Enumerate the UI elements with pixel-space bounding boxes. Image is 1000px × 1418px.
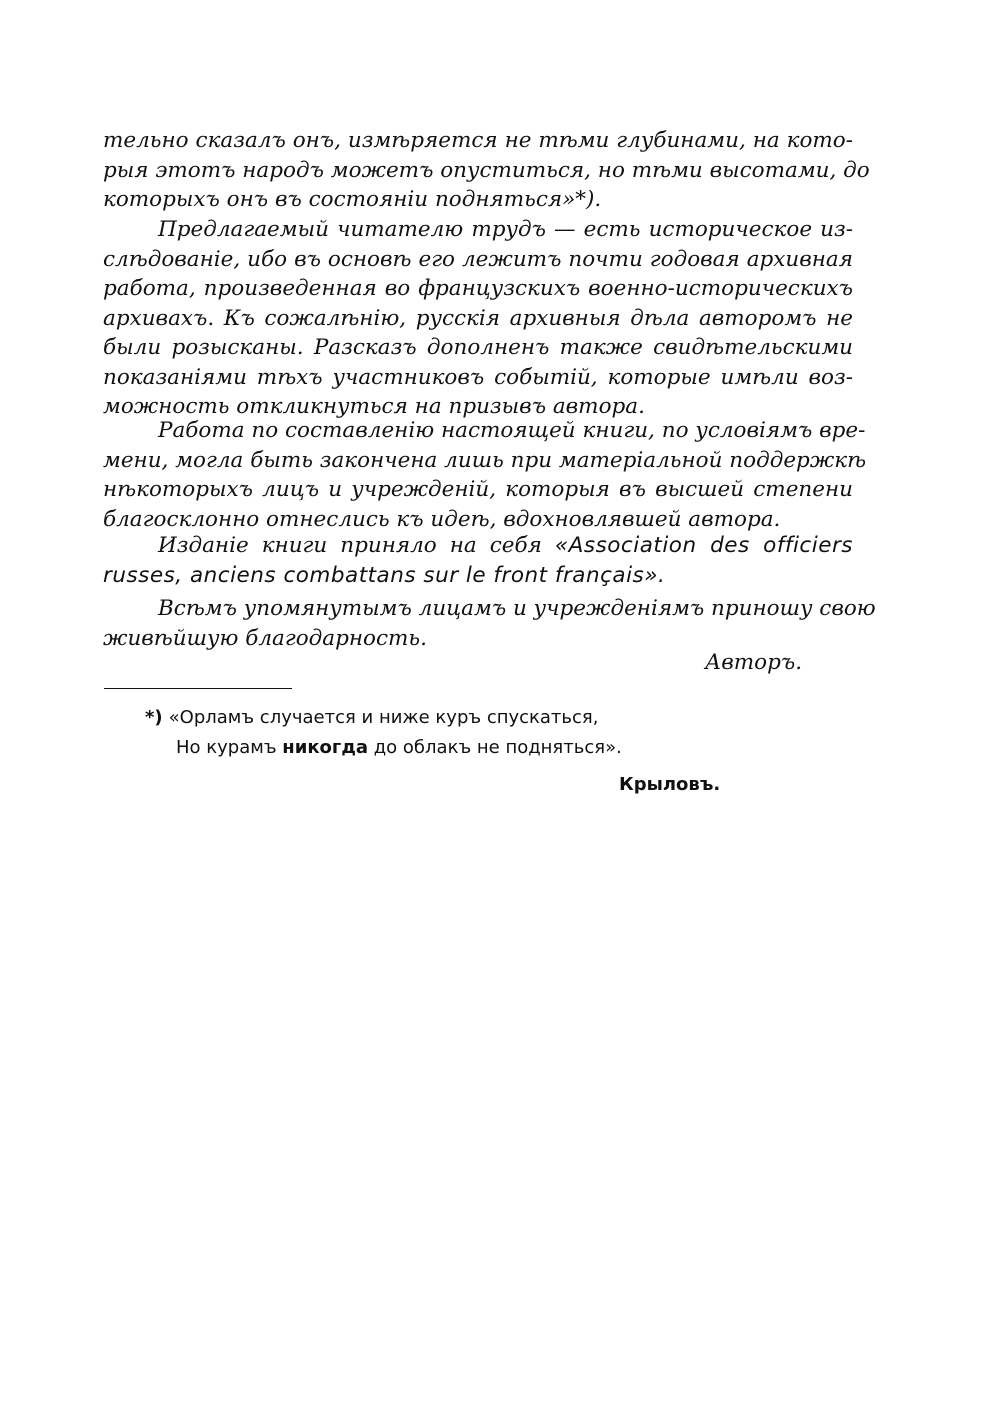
footnote-author: Крыловъ. [619,774,721,795]
footnote-emphasis: никогда [282,737,369,758]
footnote [145,703,622,763]
text-line: живѣйшую благодарность. [103,625,427,651]
paragraph-publisher [103,531,853,590]
footnote-separator [104,688,292,689]
text-line: работа, произведенная во французскихъ военно-историческихъ [103,276,853,301]
paragraph-research [103,215,853,422]
text-line: нѣкоторыхъ лицъ и учрежденій, которыя въ высшей степени [103,477,853,502]
text-line: архивахъ. Къ сожалѣнію, русскія архивныя дѣла авторомъ не [103,305,853,331]
text-line: которыхъ онъ въ состояніи подняться»*). [103,187,602,212]
text-line: мени, могла быть закончена лишь при матеріальной поддержкѣ [103,447,867,473]
text-line: Работа по составленію настоящей книги, по условіямъ вре- [158,418,866,443]
paragraph-thanks [103,594,876,653]
text-line: слѣдованіе, ибо въ основѣ его лежитъ почти годовая архивная [103,246,853,272]
paragraph-support [103,416,867,534]
footnote-marker: *) [145,707,163,728]
footnote-text: Но курамъ [176,737,283,758]
footnote-line [145,733,622,763]
text-line: можность откликнуться на призывъ автора. [103,394,645,419]
text-line: были розысканы. Разсказъ дополненъ также свидѣтельскими [103,335,853,360]
text-line: russes, anciens combattans sur le front français». [103,562,666,588]
text-line [103,531,853,561]
paragraph-continuation [103,126,870,215]
text-line: Всѣмъ упомянутымъ лицамъ и учрежденіямъ приношу свою [158,596,876,621]
author-signature: Авторъ. [705,650,803,675]
footnote-text: «Орламъ случается и ниже куръ спускаться, [168,707,599,728]
text-line: рыя этотъ народъ можетъ опуститься, но тѣми высотами, до [103,157,870,183]
text-line: показаніями тѣхъ участниковъ событій, которые имѣли воз- [103,364,853,390]
footnote-text: до облакъ не подняться». [368,737,622,758]
text-line: тельно сказалъ онъ, измѣряется не тѣми глубинами, на кото- [103,128,853,153]
text-line: благосклонно отнеслись къ идеѣ, вдохновлявшей автора. [103,506,781,532]
text-line: Предлагаемый читателю трудъ — есть историческое из- [158,217,853,242]
text-fragment: Изданіе книги приняло на себя [158,533,542,558]
footnote-line [145,703,622,733]
latin-fragment: «Association des officiers [554,533,853,558]
